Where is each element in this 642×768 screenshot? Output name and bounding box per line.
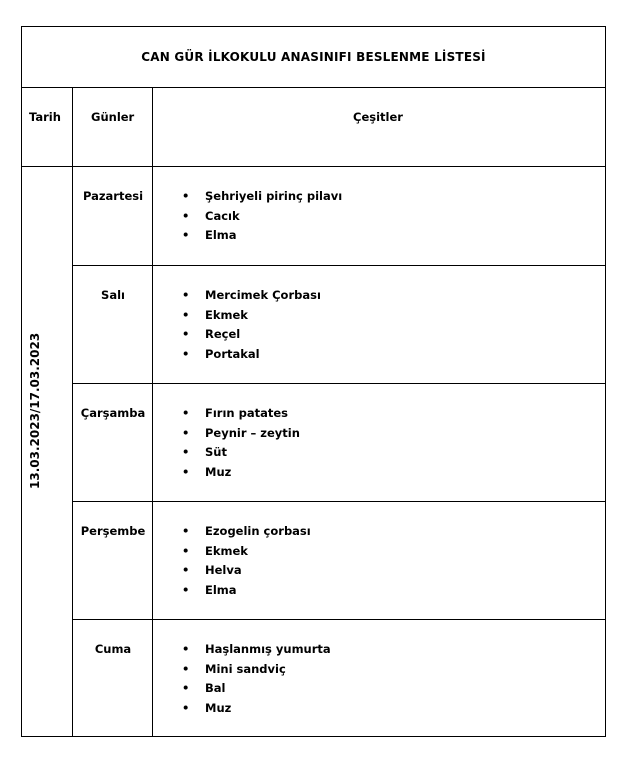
list-item: • Muz	[177, 699, 331, 719]
list-item: • Ekmek	[177, 542, 311, 562]
list-item: • Mercimek Çorbası	[177, 286, 321, 306]
items-friday	[177, 640, 331, 718]
list-item: • Bal	[177, 679, 331, 699]
list-item: • Peynir – zeytin	[177, 424, 300, 444]
list-item: • Cacık	[177, 207, 342, 227]
header-date: Tarih	[29, 110, 61, 124]
list-item: • Elma	[177, 226, 342, 246]
header-days: Günler	[91, 110, 135, 124]
items-wednesday	[177, 404, 300, 482]
list-item: • Mini sandviç	[177, 660, 331, 680]
items-monday	[177, 187, 342, 246]
day-friday: Cuma	[94, 642, 132, 656]
day-thursday: Perşembe	[80, 524, 146, 538]
list-item: • Haşlanmış yumurta	[177, 640, 331, 660]
day-wednesday: Çarşamba	[80, 406, 146, 420]
column-divider-days	[152, 87, 153, 736]
row-divider-1	[72, 265, 605, 266]
items-thursday	[177, 522, 311, 600]
row-divider-2	[72, 383, 605, 384]
row-divider-4	[72, 619, 605, 620]
column-divider-date	[72, 87, 73, 736]
items-tuesday	[177, 286, 321, 364]
list-item: • Fırın patates	[177, 404, 300, 424]
list-item: • Reçel	[177, 325, 321, 345]
list-item: • Helva	[177, 561, 311, 581]
header-items: Çeşitler	[353, 110, 403, 124]
list-item: • Portakal	[177, 345, 321, 365]
date-range: 13.03.2023/17.03.2023	[28, 332, 42, 489]
menu-table	[21, 26, 606, 737]
list-item: • Elma	[177, 581, 311, 601]
list-item: • Şehriyeli pirinç pilavı	[177, 187, 342, 207]
title-row	[22, 27, 605, 88]
list-item: • Muz	[177, 463, 300, 483]
list-item: • Ezogelin çorbası	[177, 522, 311, 542]
day-tuesday: Salı	[101, 288, 125, 302]
row-divider-3	[72, 501, 605, 502]
list-item: • Süt	[177, 443, 300, 463]
page-title: CAN GÜR İLKOKULU ANASINIFI BESLENME LİSTESİ	[141, 50, 486, 64]
list-item: • Ekmek	[177, 306, 321, 326]
header-divider	[22, 166, 605, 167]
day-monday: Pazartesi	[82, 189, 144, 203]
